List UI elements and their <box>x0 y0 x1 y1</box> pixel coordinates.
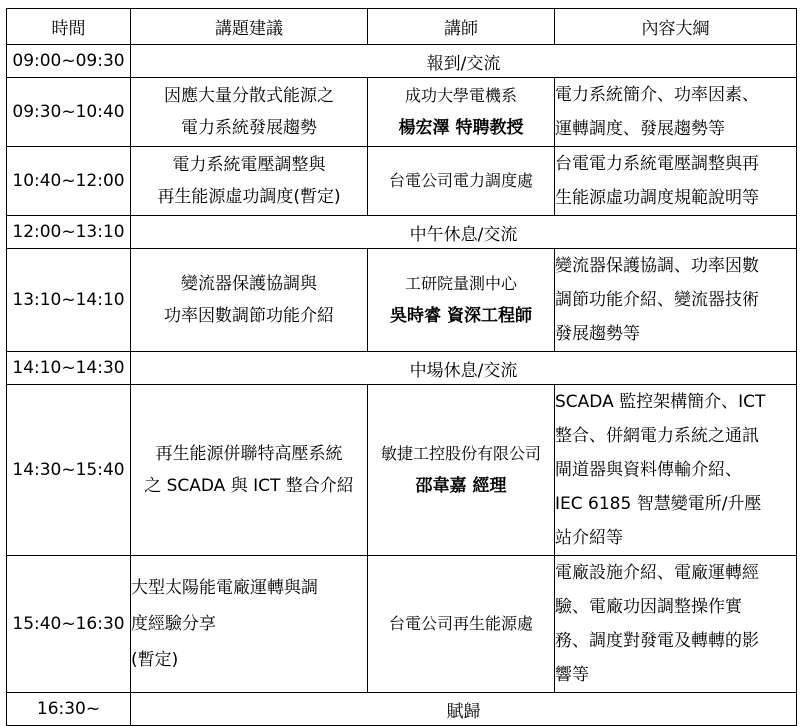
time-cell: 13:10~14:10 <box>7 249 131 352</box>
time-cell: 10:40~12:00 <box>7 147 131 216</box>
time-cell: 14:10~14:30 <box>7 352 131 385</box>
topic-line: 度經驗分享 <box>131 614 216 634</box>
outline-cell <box>555 147 797 216</box>
speaker-cell <box>368 147 555 216</box>
outline-line: 運轉調度、發展趨勢等 <box>555 119 725 139</box>
table-row <box>7 556 797 693</box>
topic-line: 功率因數調節功能介紹 <box>164 306 334 326</box>
time-cell: 15:40~16:30 <box>7 556 131 693</box>
break-cell: 報到/交流 <box>131 45 797 78</box>
agenda-table <box>6 8 797 726</box>
outline-line: 電廠設施介紹、電廠運轉經 <box>555 563 759 583</box>
outline-line: 發展趨勢等 <box>555 324 640 344</box>
table-row <box>7 216 797 249</box>
speaker-org: 敏捷工控股份有限公司 <box>380 444 541 463</box>
table-row <box>7 352 797 385</box>
topic-cell <box>131 147 368 216</box>
time-cell: 09:00~09:30 <box>7 45 131 78</box>
speaker-cell <box>368 385 555 556</box>
table-row <box>7 385 797 556</box>
outline-line: 務、調度對發電及轉轉的影 <box>555 631 759 651</box>
outline-cell <box>555 78 797 147</box>
topic-line: 電力系統電壓調整與 <box>172 155 326 175</box>
break-cell: 中場休息/交流 <box>131 352 797 385</box>
break-cell: 中午休息/交流 <box>131 216 797 249</box>
topic-cell <box>131 556 368 693</box>
header-speaker: 講師 <box>368 9 555 45</box>
speaker-org: 成功大學電機系 <box>404 86 517 105</box>
speaker-org: 台電公司電力調度處 <box>388 171 533 190</box>
time-cell: 14:30~15:40 <box>7 385 131 556</box>
outline-line: 調節功能介紹、變流器技術 <box>555 290 759 310</box>
topic-line: 大型太陽能電廠運轉與調 <box>131 578 318 598</box>
speaker-org: 工研院量測中心 <box>404 274 517 293</box>
speaker-name: 邵韋嘉 經理 <box>415 476 507 496</box>
outline-line: 站介紹等 <box>555 528 623 548</box>
header-topic: 講題建議 <box>131 9 368 45</box>
header-row <box>7 9 797 45</box>
table-row <box>7 249 797 352</box>
outline-line: 閘道器與資料傳輸介紹、 <box>555 460 742 480</box>
topic-line: 之 SCADA 與 ICT 整合介紹 <box>144 476 354 496</box>
speaker-name: 吳時睿 資深工程師 <box>390 306 532 326</box>
outline-line: IEC 6185 智慧變電所/升壓 <box>555 494 762 514</box>
outline-line: 變流器保護協調、功率因數 <box>555 256 759 276</box>
outline-cell <box>555 249 797 352</box>
table-row <box>7 78 797 147</box>
outline-line: 響等 <box>555 665 589 685</box>
break-cell: 賦歸 <box>131 693 797 726</box>
speaker-name: 楊宏澤 特聘教授 <box>398 118 524 138</box>
topic-cell <box>131 78 368 147</box>
outline-line: 整合、併網電力系統之通訊 <box>555 426 759 446</box>
topic-cell <box>131 249 368 352</box>
outline-cell <box>555 385 797 556</box>
time-cell: 16:30~ <box>7 693 131 726</box>
topic-cell <box>131 385 368 556</box>
topic-line: (暫定) <box>131 650 179 670</box>
time-cell: 09:30~10:40 <box>7 78 131 147</box>
speaker-org: 台電公司再生能源處 <box>388 614 533 633</box>
outline-line: 生能源虛功調度規範說明等 <box>555 188 759 208</box>
outline-line: SCADA 監控架構簡介、ICT <box>555 392 766 412</box>
speaker-cell <box>368 556 555 693</box>
topic-line: 因應大量分散式能源之 <box>164 86 334 106</box>
topic-line: 再生能源虛功調度(暫定) <box>157 187 341 207</box>
table-row <box>7 693 797 726</box>
table-row <box>7 147 797 216</box>
speaker-cell <box>368 78 555 147</box>
outline-cell <box>555 556 797 693</box>
table-row <box>7 45 797 78</box>
topic-line: 變流器保護協調與 <box>181 274 317 294</box>
outline-line: 台電電力系統電壓調整與再 <box>555 154 759 174</box>
time-cell: 12:00~13:10 <box>7 216 131 249</box>
topic-line: 再生能源併聯特高壓系統 <box>155 444 343 464</box>
header-time: 時間 <box>7 9 131 45</box>
topic-line: 電力系統發展趨勢 <box>181 118 317 138</box>
outline-line: 電力系統簡介、功率因素、 <box>555 85 759 105</box>
speaker-cell <box>368 249 555 352</box>
header-outline: 內容大綱 <box>555 9 797 45</box>
outline-line: 驗、電廠功因調整操作實 <box>555 597 742 617</box>
